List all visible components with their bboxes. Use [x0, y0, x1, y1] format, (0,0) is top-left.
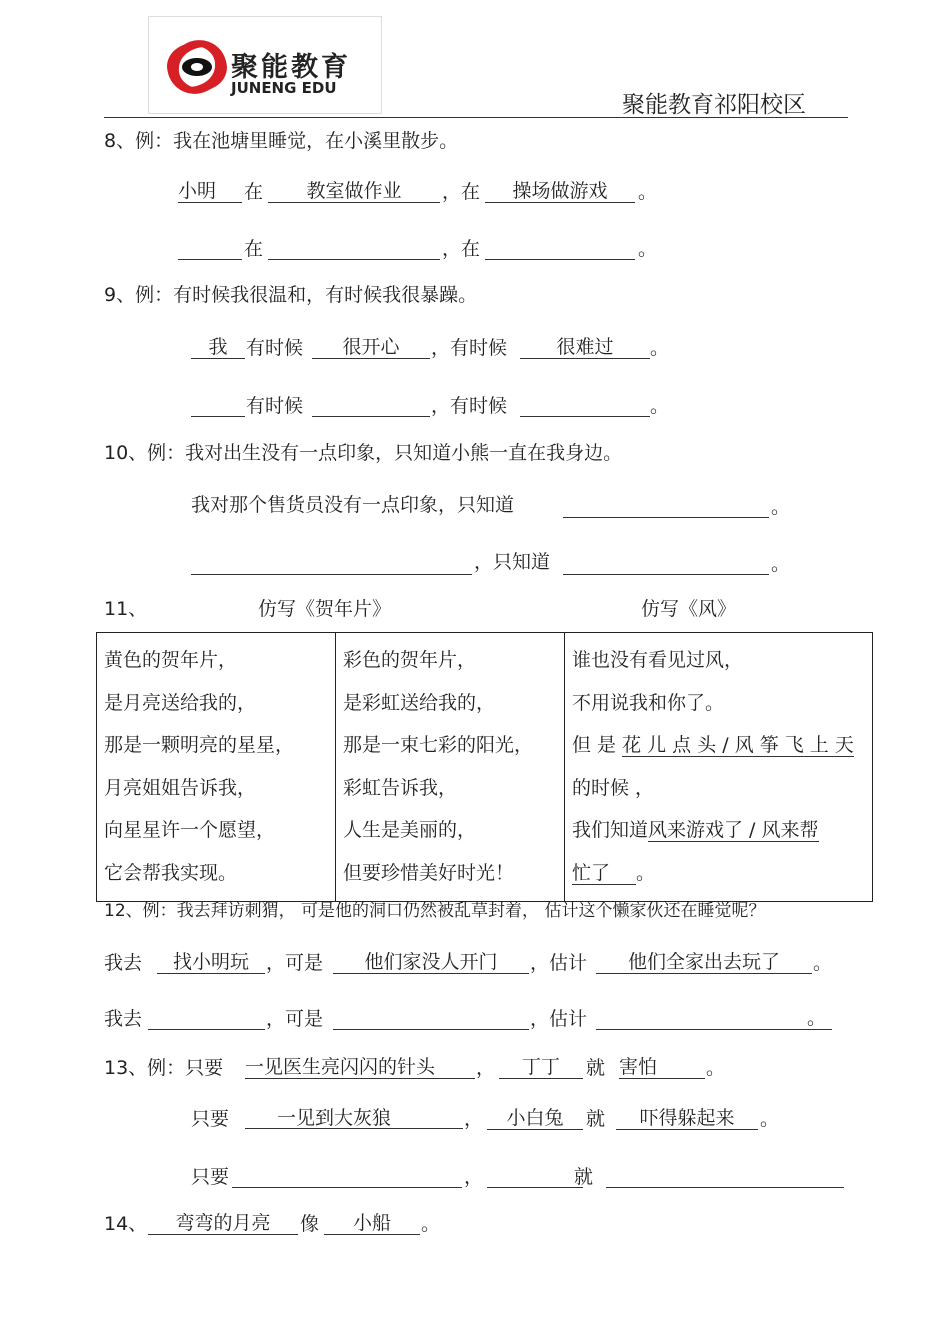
q10-end-2: 。 — [771, 553, 791, 575]
q9-blank-1[interactable] — [312, 394, 430, 417]
poem-line: 人生是美丽的， — [343, 819, 477, 842]
q13-answer-2: 小白兔 — [487, 1107, 583, 1130]
poem-line: 的时候 ， — [572, 776, 655, 799]
q14-answer-2: 小船 — [324, 1212, 420, 1235]
q10-blank-3[interactable] — [563, 552, 769, 575]
q8-blank-place2[interactable] — [485, 237, 635, 260]
poem-line: 那是一束七彩的阳光， — [343, 734, 534, 757]
q8-example: 8、例：我在池塘里睡觉，在小溪里散步。 — [104, 130, 459, 152]
q13-end-2: 。 — [760, 1108, 780, 1130]
poem-line: 月亮姐姐告诉我， — [104, 776, 257, 799]
logo — [148, 16, 382, 114]
q10-end: 。 — [771, 496, 791, 518]
poem-col-2 — [336, 633, 565, 902]
q13-blank-2[interactable] — [487, 1165, 583, 1188]
poem-line: 是月亮送给我的， — [104, 691, 257, 714]
q9-answer-subject: 我 — [191, 336, 245, 359]
q13-jiu: 就 — [586, 1057, 606, 1079]
school-name: 聚能教育祁阳校区 — [622, 92, 806, 118]
poem-text: 我们知道 — [572, 819, 649, 842]
poem-answer: 花 儿 点 头 / 风 筝 飞 上 天 — [622, 734, 854, 757]
q13-zhiyao: 只要 — [191, 1108, 230, 1130]
q9-blank-subject[interactable] — [191, 394, 245, 417]
q9-youshihou: 有时候 — [246, 337, 304, 359]
q8-comma-zai: ，在 — [442, 181, 481, 203]
q11-title-1: 仿写《贺年片》 — [258, 598, 392, 620]
q11-title-2: 仿写《风》 — [641, 598, 737, 620]
q12-guji-2: ，估计 — [530, 1008, 588, 1030]
q9-answer-1: 很开心 — [312, 336, 430, 359]
q8-zai: 在 — [244, 181, 264, 203]
q13-example-3: 害怕 — [619, 1056, 705, 1079]
q12-answer-1: 找小明玩 — [157, 951, 265, 974]
q9-answer-2: 很难过 — [520, 336, 650, 359]
poem-answer: 风来游戏了 / 风来帮 — [648, 819, 819, 842]
q9-blank-2[interactable] — [520, 394, 650, 417]
poem-line: 是彩虹送给我的， — [343, 691, 496, 714]
poem-table — [96, 632, 873, 902]
poem-line: 黄色的贺年片， — [104, 649, 238, 671]
q14-end: 。 — [421, 1213, 441, 1235]
q8-end-2: 。 — [638, 238, 658, 260]
q12-guji: ，估计 — [530, 952, 588, 974]
q12-answer-2: 他们家没人开门 — [333, 951, 529, 974]
poem-text: 但 是 — [572, 734, 617, 757]
poem-line: 不用说我和你了。 — [572, 691, 725, 714]
poem-line: 谁也没有看见过风， — [572, 649, 744, 671]
q13-example-1: 一见医生亮闪闪的针头 — [245, 1056, 475, 1079]
q13-blank-1[interactable] — [232, 1165, 462, 1188]
q12-end: 。 — [813, 952, 833, 974]
q8-comma-zai-2: ，在 — [442, 238, 481, 260]
header-divider — [104, 117, 848, 118]
q14-answer-1: 弯弯的月亮 — [148, 1212, 298, 1235]
q13-example-label: 13、例：只要 — [104, 1057, 224, 1079]
q13-jiu-3: 就 — [574, 1166, 594, 1188]
q12-woqu-2: 我去 — [104, 1008, 143, 1030]
q9-youshihou-2: 有时候 — [246, 395, 304, 417]
q12-blank-3[interactable] — [596, 1007, 832, 1030]
logo-text-cn: 聚能教育 — [231, 52, 351, 83]
q12-keshi: ，可是 — [266, 952, 324, 974]
q13-comma-3: ， — [464, 1166, 484, 1188]
q9-comma-youshihou: ，有时候 — [431, 337, 508, 359]
q13-zhiyao-2: 只要 — [191, 1166, 230, 1188]
logo-swirl-icon — [157, 27, 237, 107]
poem-line: 但要珍惜美好时光！ — [343, 861, 515, 884]
q10-blank-2[interactable] — [191, 552, 472, 575]
poem-end: 。 — [636, 861, 656, 884]
poem-col-1 — [97, 633, 336, 902]
q8-blank-subject[interactable] — [178, 237, 242, 260]
logo-text-en: JUNENG EDU — [231, 79, 337, 97]
q12-keshi-2: ，可是 — [266, 1008, 324, 1030]
q10-blank-1[interactable] — [563, 495, 769, 518]
q12-woqu: 我去 — [104, 952, 143, 974]
q10-zhizhidao: ，只知道 — [474, 551, 551, 573]
q12-answer-3: 他们全家出去玩了 — [596, 951, 812, 974]
q12-blank-2[interactable] — [333, 1007, 529, 1030]
q10-example: 10、例：我对出生没有一点印象，只知道小熊一直在我身边。 — [104, 442, 623, 464]
q8-answer-subject: 小明 — [178, 180, 242, 203]
poem-line — [572, 809, 865, 852]
q13-blank-3[interactable] — [606, 1165, 844, 1188]
q9-example: 9、例：有时候我很温和，有时候我很暴躁。 — [104, 284, 478, 306]
q13-end: 。 — [706, 1057, 726, 1079]
q11-label: 11、 — [104, 598, 148, 620]
q13-comma: ， — [476, 1057, 496, 1079]
q8-zai-2: 在 — [244, 238, 264, 260]
q13-example-2: 丁丁 — [499, 1056, 583, 1079]
q13-comma-2: ， — [464, 1108, 484, 1130]
poem-line: 彩色的贺年片， — [343, 649, 477, 671]
q8-end: 。 — [638, 181, 658, 203]
poem-line: 彩虹告诉我， — [343, 776, 458, 799]
q12-blank-1[interactable] — [148, 1007, 265, 1030]
q13-answer-3: 吓得躲起来 — [616, 1107, 758, 1130]
poem-line: 它会帮我实现。 — [104, 861, 238, 884]
poem-line: 那是一颗明亮的星星， — [104, 734, 295, 757]
q14-xiang: 像 — [300, 1213, 320, 1235]
q8-answer-place1: 教室做作业 — [268, 180, 440, 203]
q8-blank-place1[interactable] — [268, 237, 440, 260]
q12-example: 12、例：我去拜访刺猬， 可是他的洞口仍然被乱草封着， 估计这个懒家伙还在睡觉呢？ — [104, 901, 766, 921]
q9-end: 。 — [650, 337, 670, 359]
poem-col-3 — [565, 633, 873, 902]
poem-answer: 忙了 — [572, 862, 636, 885]
q10-line1: 我对那个售货员没有一点印象，只知道 — [191, 494, 515, 516]
poem-line — [572, 852, 865, 895]
q9-end-2: 。 — [650, 395, 670, 417]
q12-end-2: 。 — [806, 1007, 826, 1029]
poem-line: 向星星许一个愿望， — [104, 819, 276, 842]
q8-answer-place2: 操场做游戏 — [485, 180, 635, 203]
q13-answer-1: 一见到大灰狼 — [245, 1107, 463, 1129]
q13-jiu-2: 就 — [586, 1108, 606, 1130]
q9-comma-youshihou-2: ，有时候 — [431, 395, 508, 417]
poem-line — [572, 724, 865, 767]
q14-label: 14、 — [104, 1213, 148, 1235]
